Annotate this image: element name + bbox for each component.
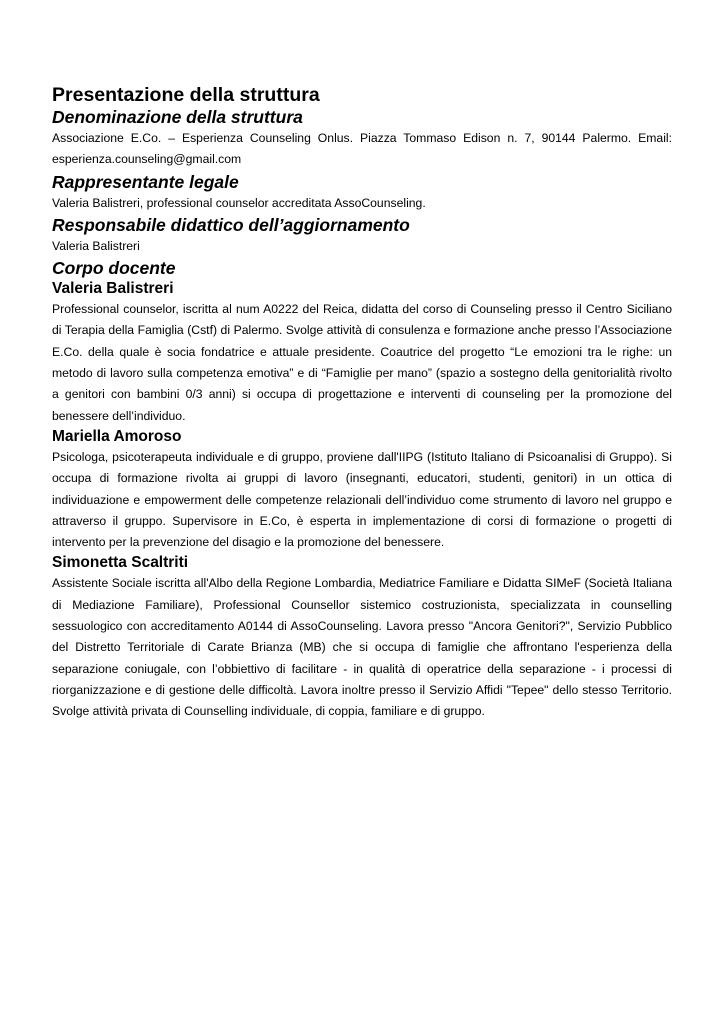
- heading-responsabile: Responsabile didattico dell’aggiornamento: [52, 214, 410, 235]
- text-rappresentante: Valeria Balistreri, professional counselor accreditata AssoCounseling.: [52, 195, 426, 210]
- teacher-bio-balistreri: Professional counselor, iscritta al num A0222 del Reica, didatta del corso di Counseling presso il Centro Siciliano di Terapia della Famiglia (Cstf) di Palermo. Svolge attività di consulenza e formazione anche presso l’Associazione E.Co. della quale è socia fondatrice e attuale presidente. Coautrice del progetto “Le emozioni tra le righe: un metodo di lavoro sulla competenza emotiva” e di “Famiglie per mano” (spazio a sostegno della genitorialità rivolto a genitori con bambini 0/3 anni) si occupa di progettazione e interventi di counseling per la promozione del benessere dell’individuo.: [52, 302, 672, 423]
- teacher-name-amoroso: Mariella Amoroso: [52, 427, 182, 445]
- page-title: Presentazione della struttura: [52, 84, 320, 106]
- heading-corpo-docente: Corpo docente: [52, 258, 176, 279]
- teacher-name-balistreri: Valeria Balistreri: [52, 280, 174, 298]
- heading-denominazione: Denominazione della struttura: [52, 107, 303, 127]
- teacher-bio-amoroso: Psicologa, psicoterapeuta individuale e di gruppo, proviene dall'IIPG (Istituto Italiano di Psicoanalisi di Gruppo). Si occupa di formazione rivolta ai gruppi di lavoro (insegnanti, educatori, studenti, genitori) in un ottica di individuazione e empowerment delle competenze relazionali dell’individuo come strumento di lavoro nel gruppo e attraverso il gruppo. Supervisore in E.Co, è esperta in implementazione di corsi di formazione o progetti di intervento per la prevenzione del disagio e la promozione del benessere.: [52, 449, 672, 550]
- text-responsabile: Valeria Balistreri: [52, 238, 140, 253]
- teacher-name-scaltriti: Simonetta Scaltriti: [52, 554, 189, 572]
- heading-rappresentante: Rappresentante legale: [52, 171, 239, 192]
- teacher-bio-scaltriti: Assistente Sociale iscritta all'Albo della Regione Lombardia, Mediatrice Familiare e Didatta SIMeF (Società Italiana di Mediazione Familiare), Professional Counsellor sistemico costruzionista, specializzata in counselling sessuologico con accreditamento A0144 di AssoCounseling. Lavora presso "Ancora Genitori?", Servizio Pubblico del Distretto Territoriale di Carate Brianza (MB) che si occupa di famiglie che affrontano l'esperienza della separazione coniugale, con l’obbiettivo di facilitare - in qualità di operatrice della separazione - i processi di riorganizzazione e di gestione delle difficoltà. Lavora inoltre presso il Servizio Affidi "Tepee" dello stesso Territorio. Svolge attività privata di Counselling individuale, di coppia, familiare e di gruppo.: [52, 576, 672, 719]
- text-denominazione: Associazione E.Co. – Esperienza Counseling Onlus. Piazza Tommaso Edison n. 7, 90144 Palermo. Email: esperienza.counseling@gmail.com: [52, 131, 672, 167]
